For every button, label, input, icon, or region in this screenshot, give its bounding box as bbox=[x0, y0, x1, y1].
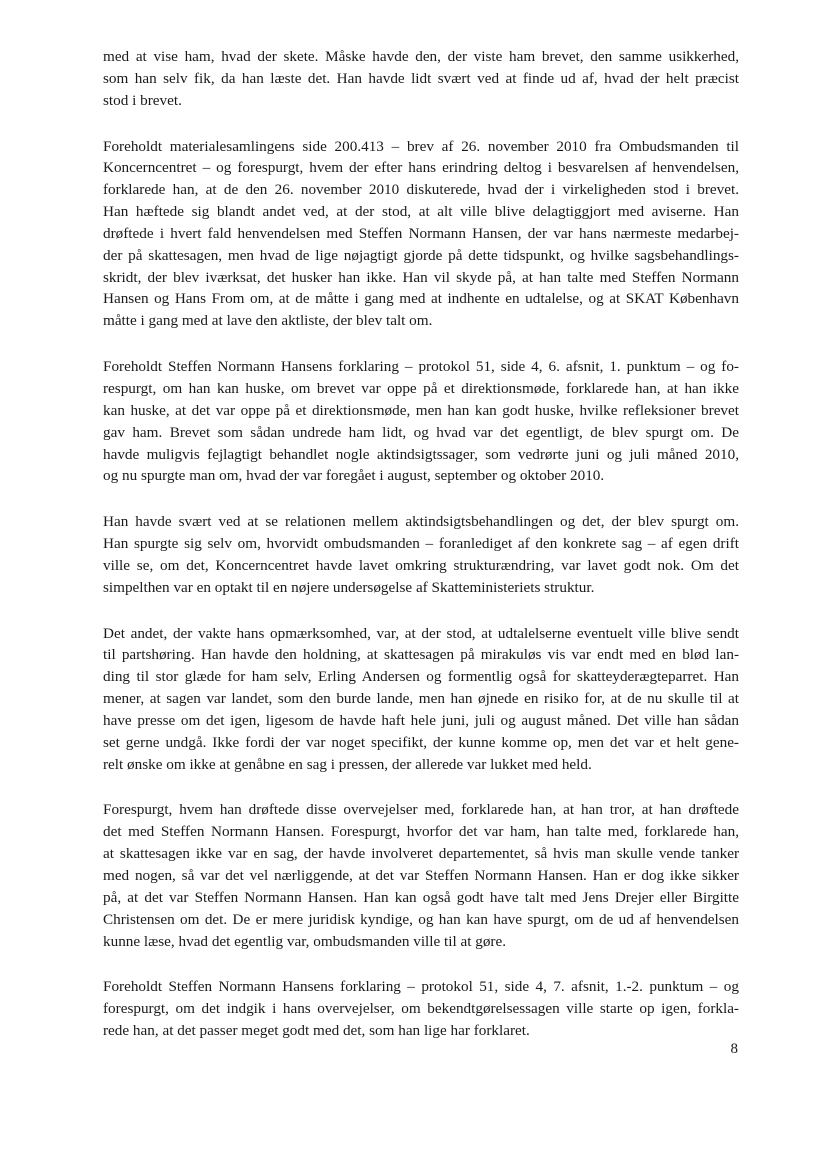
text-line: skridt, der blev iværksat, det husker han ikke. Han vil skyde på, at han talte med Steffen Normann bbox=[103, 268, 739, 286]
paragraph-4 bbox=[103, 511, 739, 598]
paragraph-5 bbox=[103, 623, 739, 776]
text-line: Christensen om det. De er mere juridisk kyndige, og han kan have spurgt, om de ud af henvendelsen bbox=[103, 910, 739, 928]
text-line: set gerne undgå. Ikke fordi der var noget specifikt, der kunne komme op, men det var et helt gene- bbox=[103, 733, 739, 751]
text-line: forespurgt, om det indgik i hans overvejelser, om bekendtgørelsessagen ville starte op igen, forkla- bbox=[103, 1000, 739, 1018]
text-line: ville se, om det, Koncerncentret havde lavet omkring strukturændring, var lavet godt nok. Om det bbox=[103, 556, 739, 574]
text-line: kan huske, at det var oppe på et direktionsmøde, men han kan godt huske, hvilke refleksioner brevet bbox=[103, 401, 739, 419]
paragraph-3 bbox=[103, 356, 739, 487]
paragraph-2 bbox=[103, 136, 739, 333]
text-line: med at vise ham, hvad der skete. Måske havde den, der viste ham brevet, den samme usikkerhed, bbox=[103, 48, 739, 65]
text-line: det med Steffen Normann Hansen. Forespurgt, hvorfor det var ham, han talte med, forklarede han, bbox=[103, 823, 739, 841]
text-line: gav ham. Brevet som sådan undrede ham lidt, og hvad var det egentligt, de blev spurgt om. De bbox=[103, 423, 739, 441]
text-line: rede han, at det passer meget godt med det, som han lige har forklaret. bbox=[103, 1022, 530, 1040]
text-line: kunne læse, hvad det egentlig var, ombudsmanden ville til at gøre. bbox=[103, 932, 507, 950]
text-line: Han havde svært ved at se relationen mellem aktindsigtsbehandlingen og det, der blev spurgt om. bbox=[103, 513, 739, 531]
document-body bbox=[103, 46, 739, 1066]
text-line: at skattesagen ikke var en sag, der havde involveret departementet, så hvis man skulle vende tanker bbox=[103, 845, 739, 863]
text-line: respurgt, om han kan huske, om brevet var oppe på et direktionsmøde, forklarede han, at han ikke bbox=[103, 379, 739, 397]
text-line: havde muligvis fejlagtigt behandlet nogle aktindsigtssager, som vedrørte juni og juli måned 2010, bbox=[103, 445, 739, 463]
text-line: på, at det var Steffen Normann Hansen. Han kan også godt have talt med Jens Drejer eller Birgitte bbox=[103, 888, 739, 906]
text-line: ding til stor glæde for ham selv, Erling Andersen og formentlig også for skatteyderægteparret. Han bbox=[103, 668, 739, 686]
text-line: Han hæftede sig blandt andet ved, at der stod, at alt ville blive delagtiggjort med aviserne. Han bbox=[103, 203, 739, 221]
text-line: Koncerncentret – og forespurgt, hvem der efter hans erindring deltog i besvarelsen af henvendelsen, bbox=[103, 159, 739, 177]
text-line: forklarede han, at de den 26. november 2010 diskuterede, hvad der i virkeligheden stod i brevet. bbox=[103, 181, 739, 199]
text-line: Forespurgt, hvem han drøftede disse overvejelser med, forklarede han, at han tror, at han drøftede bbox=[103, 801, 739, 819]
text-line: til partshøring. Han havde den holdning, at skattesagen på mirakuløs vis var endt med en blød lan- bbox=[103, 646, 739, 664]
text-line: relt ønske om ikke at genåbne en sag i pressen, der allerede var lukket med held. bbox=[103, 755, 592, 773]
text-line: Foreholdt materialesamlingens side 200.413 – brev af 26. november 2010 fra Ombudsmanden til bbox=[103, 137, 739, 155]
text-line: Han spurgte sig selv om, hvorvidt ombudsmanden – foranlediget af den konkrete sag – af egen drift bbox=[103, 535, 739, 553]
text-line: Foreholdt Steffen Normann Hansens forklaring – protokol 51, side 4, 7. afsnit, 1.-2. punktum – og bbox=[103, 978, 739, 996]
text-line: Foreholdt Steffen Normann Hansens forklaring – protokol 51, side 4, 6. afsnit, 1. punktum – og fo- bbox=[103, 358, 739, 376]
text-line: stod i brevet. bbox=[103, 91, 182, 109]
text-line: måtte i gang med at lave den aktliste, der blev talt om. bbox=[103, 312, 433, 330]
text-line: som han selv fik, da han læste det. Han havde lidt svært ved at finde ud af, hvad der helt præcist bbox=[103, 69, 739, 87]
text-line: Det andet, der vakte hans opmærksomhed, var, at der stod, at udtalelserne eventuelt ville blive sendt bbox=[103, 624, 739, 642]
text-line: Hansen og Hans From om, at de måtte i gang med at indhente en udtalelse, og at SKAT København bbox=[103, 290, 739, 308]
paragraph-6 bbox=[103, 799, 739, 952]
paragraph-7 bbox=[103, 976, 739, 1042]
text-line: og nu spurgte man om, hvad der var foregået i august, september og oktober 2010. bbox=[103, 467, 605, 485]
page-number: 8 bbox=[730, 1041, 738, 1057]
text-line: der på skattesagen, men hvad de lige nøjagtigt gjorde på dette tidspunkt, og hvilke sagsbehandlings- bbox=[103, 246, 739, 264]
text-line: mener, at sagen var landet, som den burde lande, men han øjnede en risiko for, at de nu skulle til at bbox=[103, 690, 739, 708]
paragraph-1 bbox=[103, 46, 739, 112]
text-line: simpelthen var en optakt til en nøjere undersøgelse af Skatteministeriets struktur. bbox=[103, 578, 595, 596]
text-line: have presse om det igen, ligesom de havde haft hele juni, juli og august måned. Det ville han sådan bbox=[103, 711, 739, 729]
text-line: med nogen, så var det vel nærliggende, at det var Steffen Normann Hansen. Han er dog ikke sikker bbox=[103, 867, 739, 884]
text-line: drøftede i hvert fald henvendelsen med Steffen Normann Hansen, der var hans nærmeste medarbej- bbox=[103, 224, 739, 242]
